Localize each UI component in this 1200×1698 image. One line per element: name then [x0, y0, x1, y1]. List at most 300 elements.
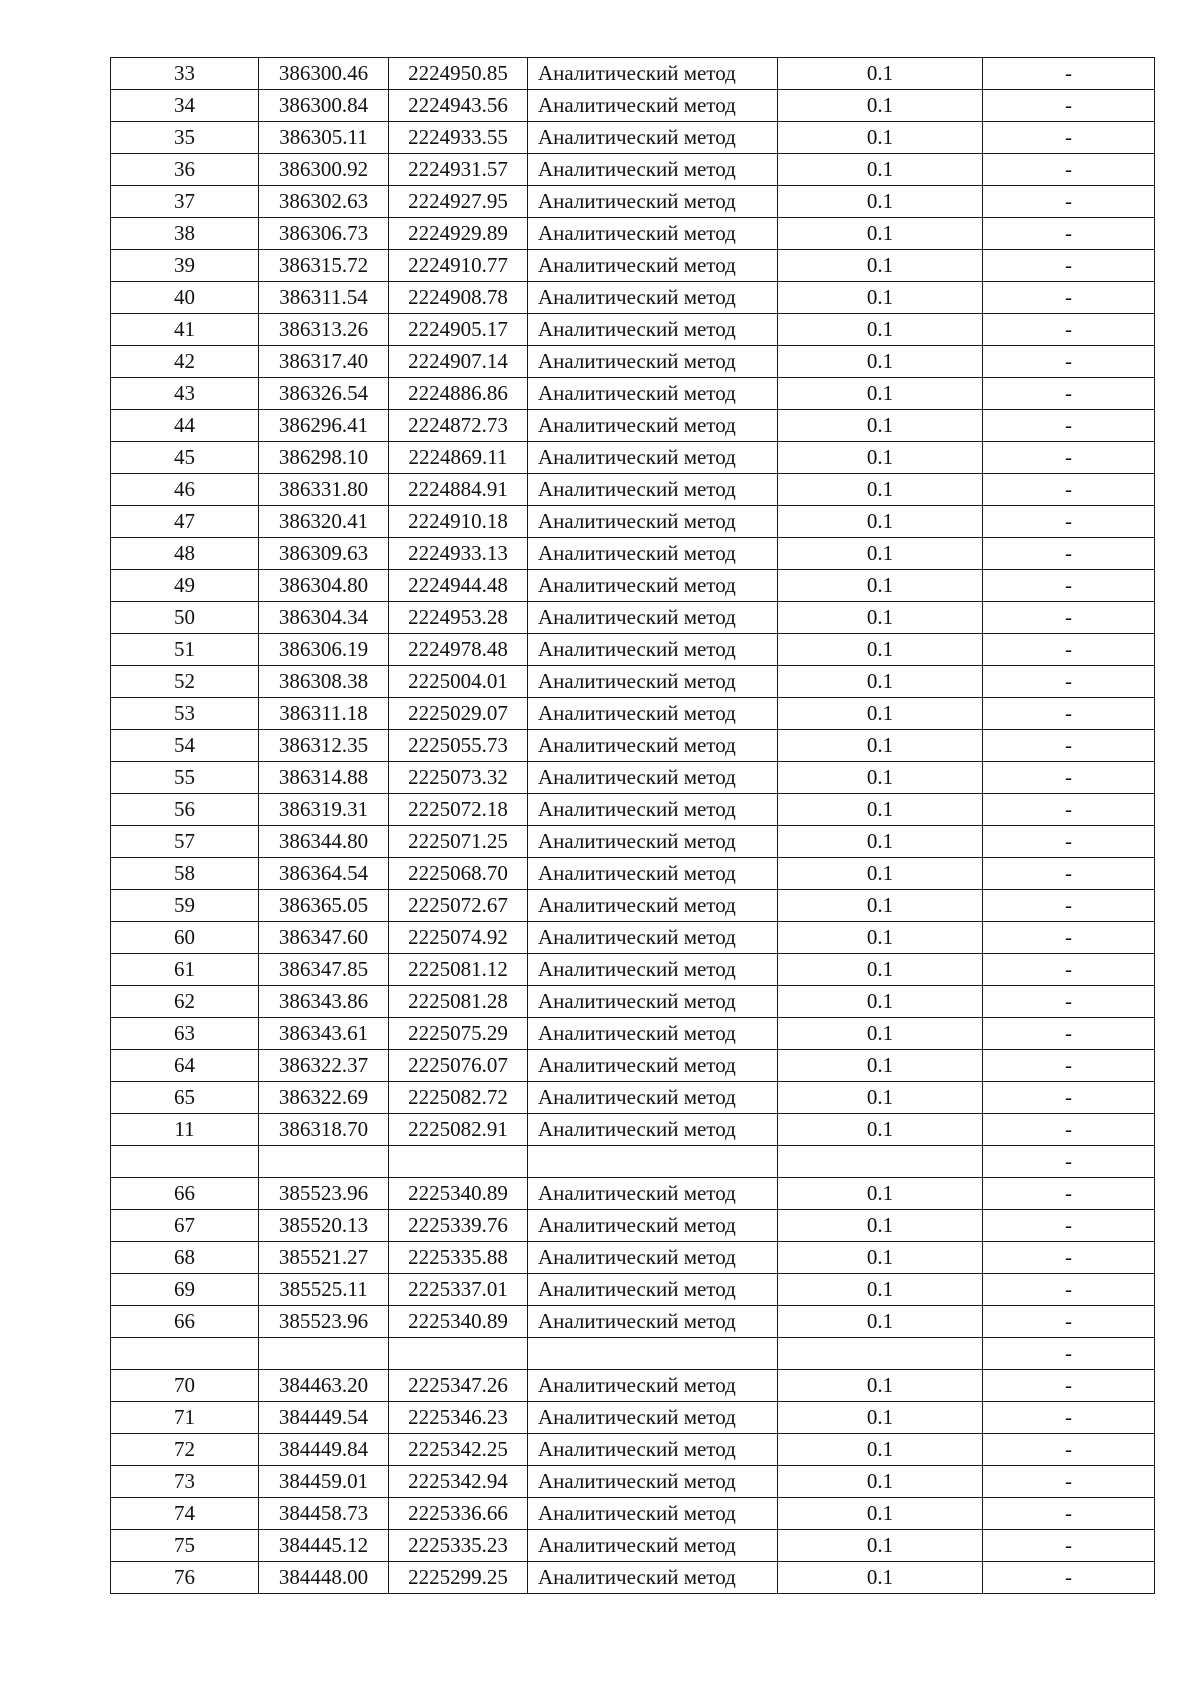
note-cell: -	[983, 1178, 1155, 1210]
point-number-cell: 35	[111, 122, 259, 154]
table-row	[111, 90, 1155, 122]
note-cell: -	[983, 1466, 1155, 1498]
note-cell: -	[983, 762, 1155, 794]
table-row	[111, 1434, 1155, 1466]
note-cell: -	[983, 1050, 1155, 1082]
note-cell: -	[983, 186, 1155, 218]
note-cell: -	[983, 378, 1155, 410]
note-cell: -	[983, 954, 1155, 986]
x-coordinate-cell: 386312.35	[259, 730, 389, 762]
table-row	[111, 154, 1155, 186]
point-number-cell: 46	[111, 474, 259, 506]
point-number-cell: 74	[111, 1498, 259, 1530]
accuracy-cell: 0.1	[778, 1114, 983, 1146]
accuracy-cell: 0.1	[778, 1242, 983, 1274]
x-coordinate-cell: 386296.41	[259, 410, 389, 442]
method-cell: Аналитический метод	[528, 762, 778, 794]
y-coordinate-cell: 2224927.95	[389, 186, 528, 218]
method-cell: Аналитический метод	[528, 794, 778, 826]
method-cell: Аналитический метод	[528, 1018, 778, 1050]
method-cell: Аналитический метод	[528, 826, 778, 858]
x-coordinate-cell: 386326.54	[259, 378, 389, 410]
note-cell: -	[983, 1114, 1155, 1146]
y-coordinate-cell: 2224929.89	[389, 218, 528, 250]
note-cell: -	[983, 122, 1155, 154]
point-number-cell: 56	[111, 794, 259, 826]
x-coordinate-cell: 386304.80	[259, 570, 389, 602]
x-coordinate-cell: 384463.20	[259, 1370, 389, 1402]
table-row	[111, 826, 1155, 858]
x-coordinate-cell: 385523.96	[259, 1306, 389, 1338]
table-row	[111, 794, 1155, 826]
accuracy-cell: 0.1	[778, 1498, 983, 1530]
x-coordinate-cell: 386304.34	[259, 602, 389, 634]
table-row	[111, 1178, 1155, 1210]
point-number-cell: 62	[111, 986, 259, 1018]
table-row	[111, 1306, 1155, 1338]
x-coordinate-cell: 384449.54	[259, 1402, 389, 1434]
method-cell: Аналитический метод	[528, 1082, 778, 1114]
x-coordinate-cell: 385523.96	[259, 1178, 389, 1210]
point-number-cell: 52	[111, 666, 259, 698]
y-coordinate-cell: 2224933.13	[389, 538, 528, 570]
note-cell: -	[983, 250, 1155, 282]
method-cell: Аналитический метод	[528, 154, 778, 186]
x-coordinate-cell: 386313.26	[259, 314, 389, 346]
x-coordinate-cell: 386308.38	[259, 666, 389, 698]
method-cell: Аналитический метод	[528, 698, 778, 730]
point-number-cell: 75	[111, 1530, 259, 1562]
table-row	[111, 1530, 1155, 1562]
x-coordinate-cell: 384449.84	[259, 1434, 389, 1466]
x-coordinate-cell: 386298.10	[259, 442, 389, 474]
point-number-cell: 58	[111, 858, 259, 890]
point-number-cell: 53	[111, 698, 259, 730]
point-number-cell: 66	[111, 1178, 259, 1210]
y-coordinate-cell: 2225346.23	[389, 1402, 528, 1434]
point-number-cell: 66	[111, 1306, 259, 1338]
point-number-cell: 65	[111, 1082, 259, 1114]
y-coordinate-cell: 2224950.85	[389, 58, 528, 90]
y-coordinate-cell: 2224944.48	[389, 570, 528, 602]
table-row	[111, 570, 1155, 602]
method-cell: Аналитический метод	[528, 986, 778, 1018]
point-number-cell: 57	[111, 826, 259, 858]
accuracy-cell: 0.1	[778, 90, 983, 122]
table-row	[111, 474, 1155, 506]
table-row	[111, 1338, 1155, 1370]
note-cell: -	[983, 58, 1155, 90]
point-number-cell: 50	[111, 602, 259, 634]
y-coordinate-cell: 2225340.89	[389, 1306, 528, 1338]
y-coordinate-cell: 2224910.77	[389, 250, 528, 282]
table-row	[111, 762, 1155, 794]
point-number-cell: 36	[111, 154, 259, 186]
point-number-cell: 45	[111, 442, 259, 474]
point-number-cell: 40	[111, 282, 259, 314]
point-number-cell: 68	[111, 1242, 259, 1274]
table-row	[111, 1114, 1155, 1146]
method-cell: Аналитический метод	[528, 922, 778, 954]
method-cell: Аналитический метод	[528, 890, 778, 922]
y-coordinate-cell: 2224908.78	[389, 282, 528, 314]
method-cell: Аналитический метод	[528, 122, 778, 154]
note-cell: -	[983, 314, 1155, 346]
note-cell: -	[983, 858, 1155, 890]
note-cell: -	[983, 1434, 1155, 1466]
point-number-cell	[111, 1338, 259, 1370]
point-number-cell: 34	[111, 90, 259, 122]
accuracy-cell: 0.1	[778, 314, 983, 346]
y-coordinate-cell: 2224943.56	[389, 90, 528, 122]
point-number-cell: 76	[111, 1562, 259, 1594]
accuracy-cell: 0.1	[778, 954, 983, 986]
accuracy-cell: 0.1	[778, 826, 983, 858]
table-row	[111, 378, 1155, 410]
point-number-cell: 70	[111, 1370, 259, 1402]
accuracy-cell: 0.1	[778, 1210, 983, 1242]
point-number-cell: 42	[111, 346, 259, 378]
x-coordinate-cell	[259, 1146, 389, 1178]
accuracy-cell: 0.1	[778, 1434, 983, 1466]
y-coordinate-cell: 2225055.73	[389, 730, 528, 762]
table-row	[111, 1050, 1155, 1082]
table-row	[111, 1082, 1155, 1114]
accuracy-cell: 0.1	[778, 58, 983, 90]
y-coordinate-cell: 2224872.73	[389, 410, 528, 442]
y-coordinate-cell: 2224978.48	[389, 634, 528, 666]
table-row	[111, 1146, 1155, 1178]
accuracy-cell: 0.1	[778, 282, 983, 314]
table-row	[111, 730, 1155, 762]
note-cell: -	[983, 218, 1155, 250]
table-row	[111, 890, 1155, 922]
accuracy-cell: 0.1	[778, 1306, 983, 1338]
note-cell: -	[983, 730, 1155, 762]
x-coordinate-cell: 386319.31	[259, 794, 389, 826]
y-coordinate-cell: 2224953.28	[389, 602, 528, 634]
table-row	[111, 1018, 1155, 1050]
note-cell: -	[983, 1306, 1155, 1338]
method-cell: Аналитический метод	[528, 1210, 778, 1242]
accuracy-cell: 0.1	[778, 1050, 983, 1082]
y-coordinate-cell: 2224907.14	[389, 346, 528, 378]
x-coordinate-cell: 385520.13	[259, 1210, 389, 1242]
x-coordinate-cell: 386365.05	[259, 890, 389, 922]
method-cell: Аналитический метод	[528, 730, 778, 762]
point-number-cell: 55	[111, 762, 259, 794]
table-row	[111, 986, 1155, 1018]
y-coordinate-cell: 2224910.18	[389, 506, 528, 538]
table-row	[111, 954, 1155, 986]
table-row	[111, 1210, 1155, 1242]
method-cell: Аналитический метод	[528, 506, 778, 538]
accuracy-cell: 0.1	[778, 1562, 983, 1594]
method-cell: Аналитический метод	[528, 218, 778, 250]
accuracy-cell: 0.1	[778, 986, 983, 1018]
point-number-cell: 43	[111, 378, 259, 410]
x-coordinate-cell: 385521.27	[259, 1242, 389, 1274]
table-row	[111, 1562, 1155, 1594]
point-number-cell: 11	[111, 1114, 259, 1146]
y-coordinate-cell: 2225339.76	[389, 1210, 528, 1242]
x-coordinate-cell: 386344.80	[259, 826, 389, 858]
note-cell: -	[983, 506, 1155, 538]
point-number-cell: 39	[111, 250, 259, 282]
accuracy-cell: 0.1	[778, 1018, 983, 1050]
accuracy-cell: 0.1	[778, 186, 983, 218]
x-coordinate-cell: 386343.61	[259, 1018, 389, 1050]
y-coordinate-cell: 2225081.28	[389, 986, 528, 1018]
y-coordinate-cell: 2225337.01	[389, 1274, 528, 1306]
point-number-cell: 37	[111, 186, 259, 218]
note-cell: -	[983, 826, 1155, 858]
method-cell: Аналитический метод	[528, 90, 778, 122]
accuracy-cell: 0.1	[778, 410, 983, 442]
accuracy-cell: 0.1	[778, 1274, 983, 1306]
accuracy-cell: 0.1	[778, 442, 983, 474]
point-number-cell: 72	[111, 1434, 259, 1466]
method-cell: Аналитический метод	[528, 1498, 778, 1530]
x-coordinate-cell: 386306.19	[259, 634, 389, 666]
table-row	[111, 122, 1155, 154]
table-row	[111, 314, 1155, 346]
table-row	[111, 186, 1155, 218]
table-row	[111, 1274, 1155, 1306]
x-coordinate-cell: 386364.54	[259, 858, 389, 890]
y-coordinate-cell: 2225342.25	[389, 1434, 528, 1466]
y-coordinate-cell: 2225076.07	[389, 1050, 528, 1082]
accuracy-cell	[778, 1338, 983, 1370]
y-coordinate-cell: 2225340.89	[389, 1178, 528, 1210]
table-row	[111, 1402, 1155, 1434]
note-cell: -	[983, 1338, 1155, 1370]
x-coordinate-cell: 386300.46	[259, 58, 389, 90]
y-coordinate-cell: 2225082.72	[389, 1082, 528, 1114]
note-cell: -	[983, 1498, 1155, 1530]
note-cell: -	[983, 570, 1155, 602]
accuracy-cell: 0.1	[778, 762, 983, 794]
method-cell: Аналитический метод	[528, 1050, 778, 1082]
note-cell: -	[983, 410, 1155, 442]
table-row	[111, 1370, 1155, 1402]
accuracy-cell: 0.1	[778, 474, 983, 506]
note-cell: -	[983, 890, 1155, 922]
table-row	[111, 858, 1155, 890]
y-coordinate-cell: 2225072.67	[389, 890, 528, 922]
table-row	[111, 442, 1155, 474]
y-coordinate-cell: 2224886.86	[389, 378, 528, 410]
method-cell: Аналитический метод	[528, 666, 778, 698]
point-number-cell: 41	[111, 314, 259, 346]
method-cell: Аналитический метод	[528, 1562, 778, 1594]
method-cell: Аналитический метод	[528, 250, 778, 282]
y-coordinate-cell: 2225074.92	[389, 922, 528, 954]
note-cell: -	[983, 1242, 1155, 1274]
point-number-cell: 49	[111, 570, 259, 602]
method-cell: Аналитический метод	[528, 1274, 778, 1306]
x-coordinate-cell: 386311.18	[259, 698, 389, 730]
x-coordinate-cell: 384459.01	[259, 1466, 389, 1498]
y-coordinate-cell: 2225347.26	[389, 1370, 528, 1402]
note-cell: -	[983, 442, 1155, 474]
note-cell: -	[983, 154, 1155, 186]
table-row	[111, 1242, 1155, 1274]
note-cell: -	[983, 666, 1155, 698]
note-cell: -	[983, 794, 1155, 826]
point-number-cell: 54	[111, 730, 259, 762]
method-cell: Аналитический метод	[528, 1114, 778, 1146]
note-cell: -	[983, 90, 1155, 122]
x-coordinate-cell: 386347.60	[259, 922, 389, 954]
table-row	[111, 666, 1155, 698]
accuracy-cell: 0.1	[778, 1178, 983, 1210]
y-coordinate-cell	[389, 1338, 528, 1370]
table-row	[111, 250, 1155, 282]
table-row	[111, 1466, 1155, 1498]
accuracy-cell	[778, 1146, 983, 1178]
accuracy-cell: 0.1	[778, 346, 983, 378]
method-cell: Аналитический метод	[528, 186, 778, 218]
method-cell: Аналитический метод	[528, 346, 778, 378]
x-coordinate-cell: 386314.88	[259, 762, 389, 794]
y-coordinate-cell: 2225004.01	[389, 666, 528, 698]
note-cell: -	[983, 1146, 1155, 1178]
accuracy-cell: 0.1	[778, 858, 983, 890]
method-cell: Аналитический метод	[528, 858, 778, 890]
y-coordinate-cell	[389, 1146, 528, 1178]
coordinates-table	[110, 57, 1155, 1594]
y-coordinate-cell: 2225071.25	[389, 826, 528, 858]
method-cell: Аналитический метод	[528, 1530, 778, 1562]
point-number-cell: 51	[111, 634, 259, 666]
method-cell	[528, 1338, 778, 1370]
y-coordinate-cell: 2224905.17	[389, 314, 528, 346]
accuracy-cell: 0.1	[778, 666, 983, 698]
method-cell: Аналитический метод	[528, 538, 778, 570]
accuracy-cell: 0.1	[778, 218, 983, 250]
point-number-cell: 71	[111, 1402, 259, 1434]
accuracy-cell: 0.1	[778, 538, 983, 570]
table-row	[111, 506, 1155, 538]
note-cell: -	[983, 634, 1155, 666]
accuracy-cell: 0.1	[778, 250, 983, 282]
point-number-cell	[111, 1146, 259, 1178]
point-number-cell: 47	[111, 506, 259, 538]
table-row	[111, 634, 1155, 666]
method-cell: Аналитический метод	[528, 954, 778, 986]
table-row	[111, 1498, 1155, 1530]
note-cell: -	[983, 602, 1155, 634]
accuracy-cell: 0.1	[778, 794, 983, 826]
point-number-cell: 67	[111, 1210, 259, 1242]
x-coordinate-cell: 386347.85	[259, 954, 389, 986]
accuracy-cell: 0.1	[778, 1082, 983, 1114]
method-cell	[528, 1146, 778, 1178]
table-row	[111, 698, 1155, 730]
accuracy-cell: 0.1	[778, 1402, 983, 1434]
x-coordinate-cell: 386322.37	[259, 1050, 389, 1082]
x-coordinate-cell: 386322.69	[259, 1082, 389, 1114]
y-coordinate-cell: 2225335.88	[389, 1242, 528, 1274]
x-coordinate-cell: 385525.11	[259, 1274, 389, 1306]
note-cell: -	[983, 346, 1155, 378]
note-cell: -	[983, 1562, 1155, 1594]
accuracy-cell: 0.1	[778, 634, 983, 666]
y-coordinate-cell: 2225299.25	[389, 1562, 528, 1594]
method-cell: Аналитический метод	[528, 378, 778, 410]
accuracy-cell: 0.1	[778, 570, 983, 602]
x-coordinate-cell: 386320.41	[259, 506, 389, 538]
table-row	[111, 282, 1155, 314]
note-cell: -	[983, 282, 1155, 314]
method-cell: Аналитический метод	[528, 1306, 778, 1338]
y-coordinate-cell: 2225029.07	[389, 698, 528, 730]
y-coordinate-cell: 2225336.66	[389, 1498, 528, 1530]
y-coordinate-cell: 2224869.11	[389, 442, 528, 474]
note-cell: -	[983, 1402, 1155, 1434]
x-coordinate-cell: 386300.92	[259, 154, 389, 186]
table-row	[111, 218, 1155, 250]
method-cell: Аналитический метод	[528, 1242, 778, 1274]
y-coordinate-cell: 2224884.91	[389, 474, 528, 506]
point-number-cell: 73	[111, 1466, 259, 1498]
accuracy-cell: 0.1	[778, 378, 983, 410]
x-coordinate-cell: 386331.80	[259, 474, 389, 506]
accuracy-cell: 0.1	[778, 1370, 983, 1402]
x-coordinate-cell: 384458.73	[259, 1498, 389, 1530]
method-cell: Аналитический метод	[528, 634, 778, 666]
accuracy-cell: 0.1	[778, 1466, 983, 1498]
x-coordinate-cell: 386305.11	[259, 122, 389, 154]
table-row	[111, 410, 1155, 442]
note-cell: -	[983, 1274, 1155, 1306]
method-cell: Аналитический метод	[528, 282, 778, 314]
accuracy-cell: 0.1	[778, 922, 983, 954]
table-row	[111, 58, 1155, 90]
note-cell: -	[983, 698, 1155, 730]
accuracy-cell: 0.1	[778, 890, 983, 922]
method-cell: Аналитический метод	[528, 1370, 778, 1402]
method-cell: Аналитический метод	[528, 410, 778, 442]
point-number-cell: 33	[111, 58, 259, 90]
method-cell: Аналитический метод	[528, 58, 778, 90]
method-cell: Аналитический метод	[528, 314, 778, 346]
point-number-cell: 64	[111, 1050, 259, 1082]
x-coordinate-cell: 386318.70	[259, 1114, 389, 1146]
note-cell: -	[983, 1530, 1155, 1562]
point-number-cell: 69	[111, 1274, 259, 1306]
method-cell: Аналитический метод	[528, 1466, 778, 1498]
table-row	[111, 922, 1155, 954]
x-coordinate-cell: 386302.63	[259, 186, 389, 218]
accuracy-cell: 0.1	[778, 602, 983, 634]
y-coordinate-cell: 2225335.23	[389, 1530, 528, 1562]
accuracy-cell: 0.1	[778, 122, 983, 154]
x-coordinate-cell	[259, 1338, 389, 1370]
x-coordinate-cell: 384448.00	[259, 1562, 389, 1594]
accuracy-cell: 0.1	[778, 506, 983, 538]
x-coordinate-cell: 386309.63	[259, 538, 389, 570]
table-row	[111, 602, 1155, 634]
method-cell: Аналитический метод	[528, 1402, 778, 1434]
table-row	[111, 346, 1155, 378]
y-coordinate-cell: 2225072.18	[389, 794, 528, 826]
note-cell: -	[983, 1082, 1155, 1114]
note-cell: -	[983, 1210, 1155, 1242]
point-number-cell: 61	[111, 954, 259, 986]
note-cell: -	[983, 922, 1155, 954]
